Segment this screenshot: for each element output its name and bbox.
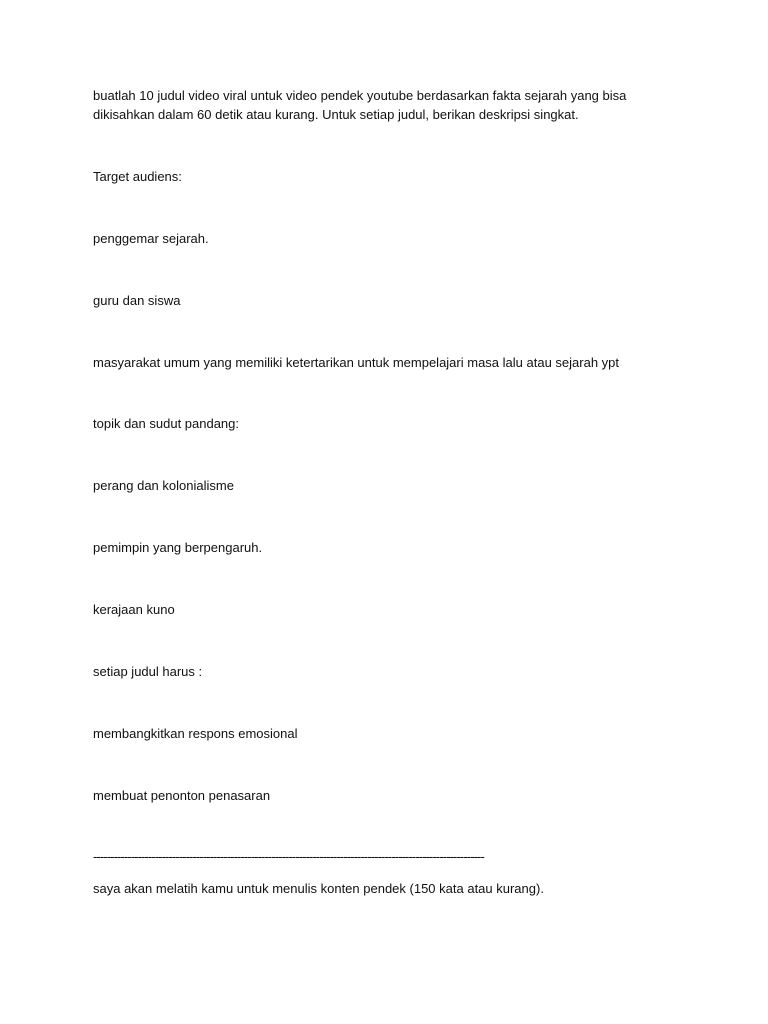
intro-paragraph: buatlah 10 judul video viral untuk video pendek youtube berdasarkan fakta sejarah yang bisa dikisahkan dalam 60 detik atau kurang. Untuk setiap judul, berikan deskripsi singkat. <box>93 88 627 122</box>
requirement-item: membuat penonton penasaran <box>93 788 271 803</box>
requirements-heading: setiap judul harus : <box>93 664 203 679</box>
topic-item: kerajaan kuno <box>93 602 175 617</box>
topic-item: pemimpin yang berpengaruh. <box>93 540 263 555</box>
audience-item: penggemar sejarah. <box>93 231 209 246</box>
section-divider: ------------------------------------------------------------------------------------------------------------------ <box>93 849 484 864</box>
topics-heading: topik dan sudut pandang: <box>93 416 240 431</box>
audience-item: guru dan siswa <box>93 293 181 308</box>
requirement-item: membangkitkan respons emosional <box>93 726 298 741</box>
target-audience-heading: Target audiens: <box>93 169 182 184</box>
topic-item: perang dan kolonialisme <box>93 478 234 493</box>
closing-paragraph: saya akan melatih kamu untuk menulis konten pendek (150 kata atau kurang). <box>93 881 544 896</box>
audience-item: masyarakat umum yang memiliki ketertarikan untuk mempelajari masa lalu atau sejarah ypt <box>93 355 619 370</box>
